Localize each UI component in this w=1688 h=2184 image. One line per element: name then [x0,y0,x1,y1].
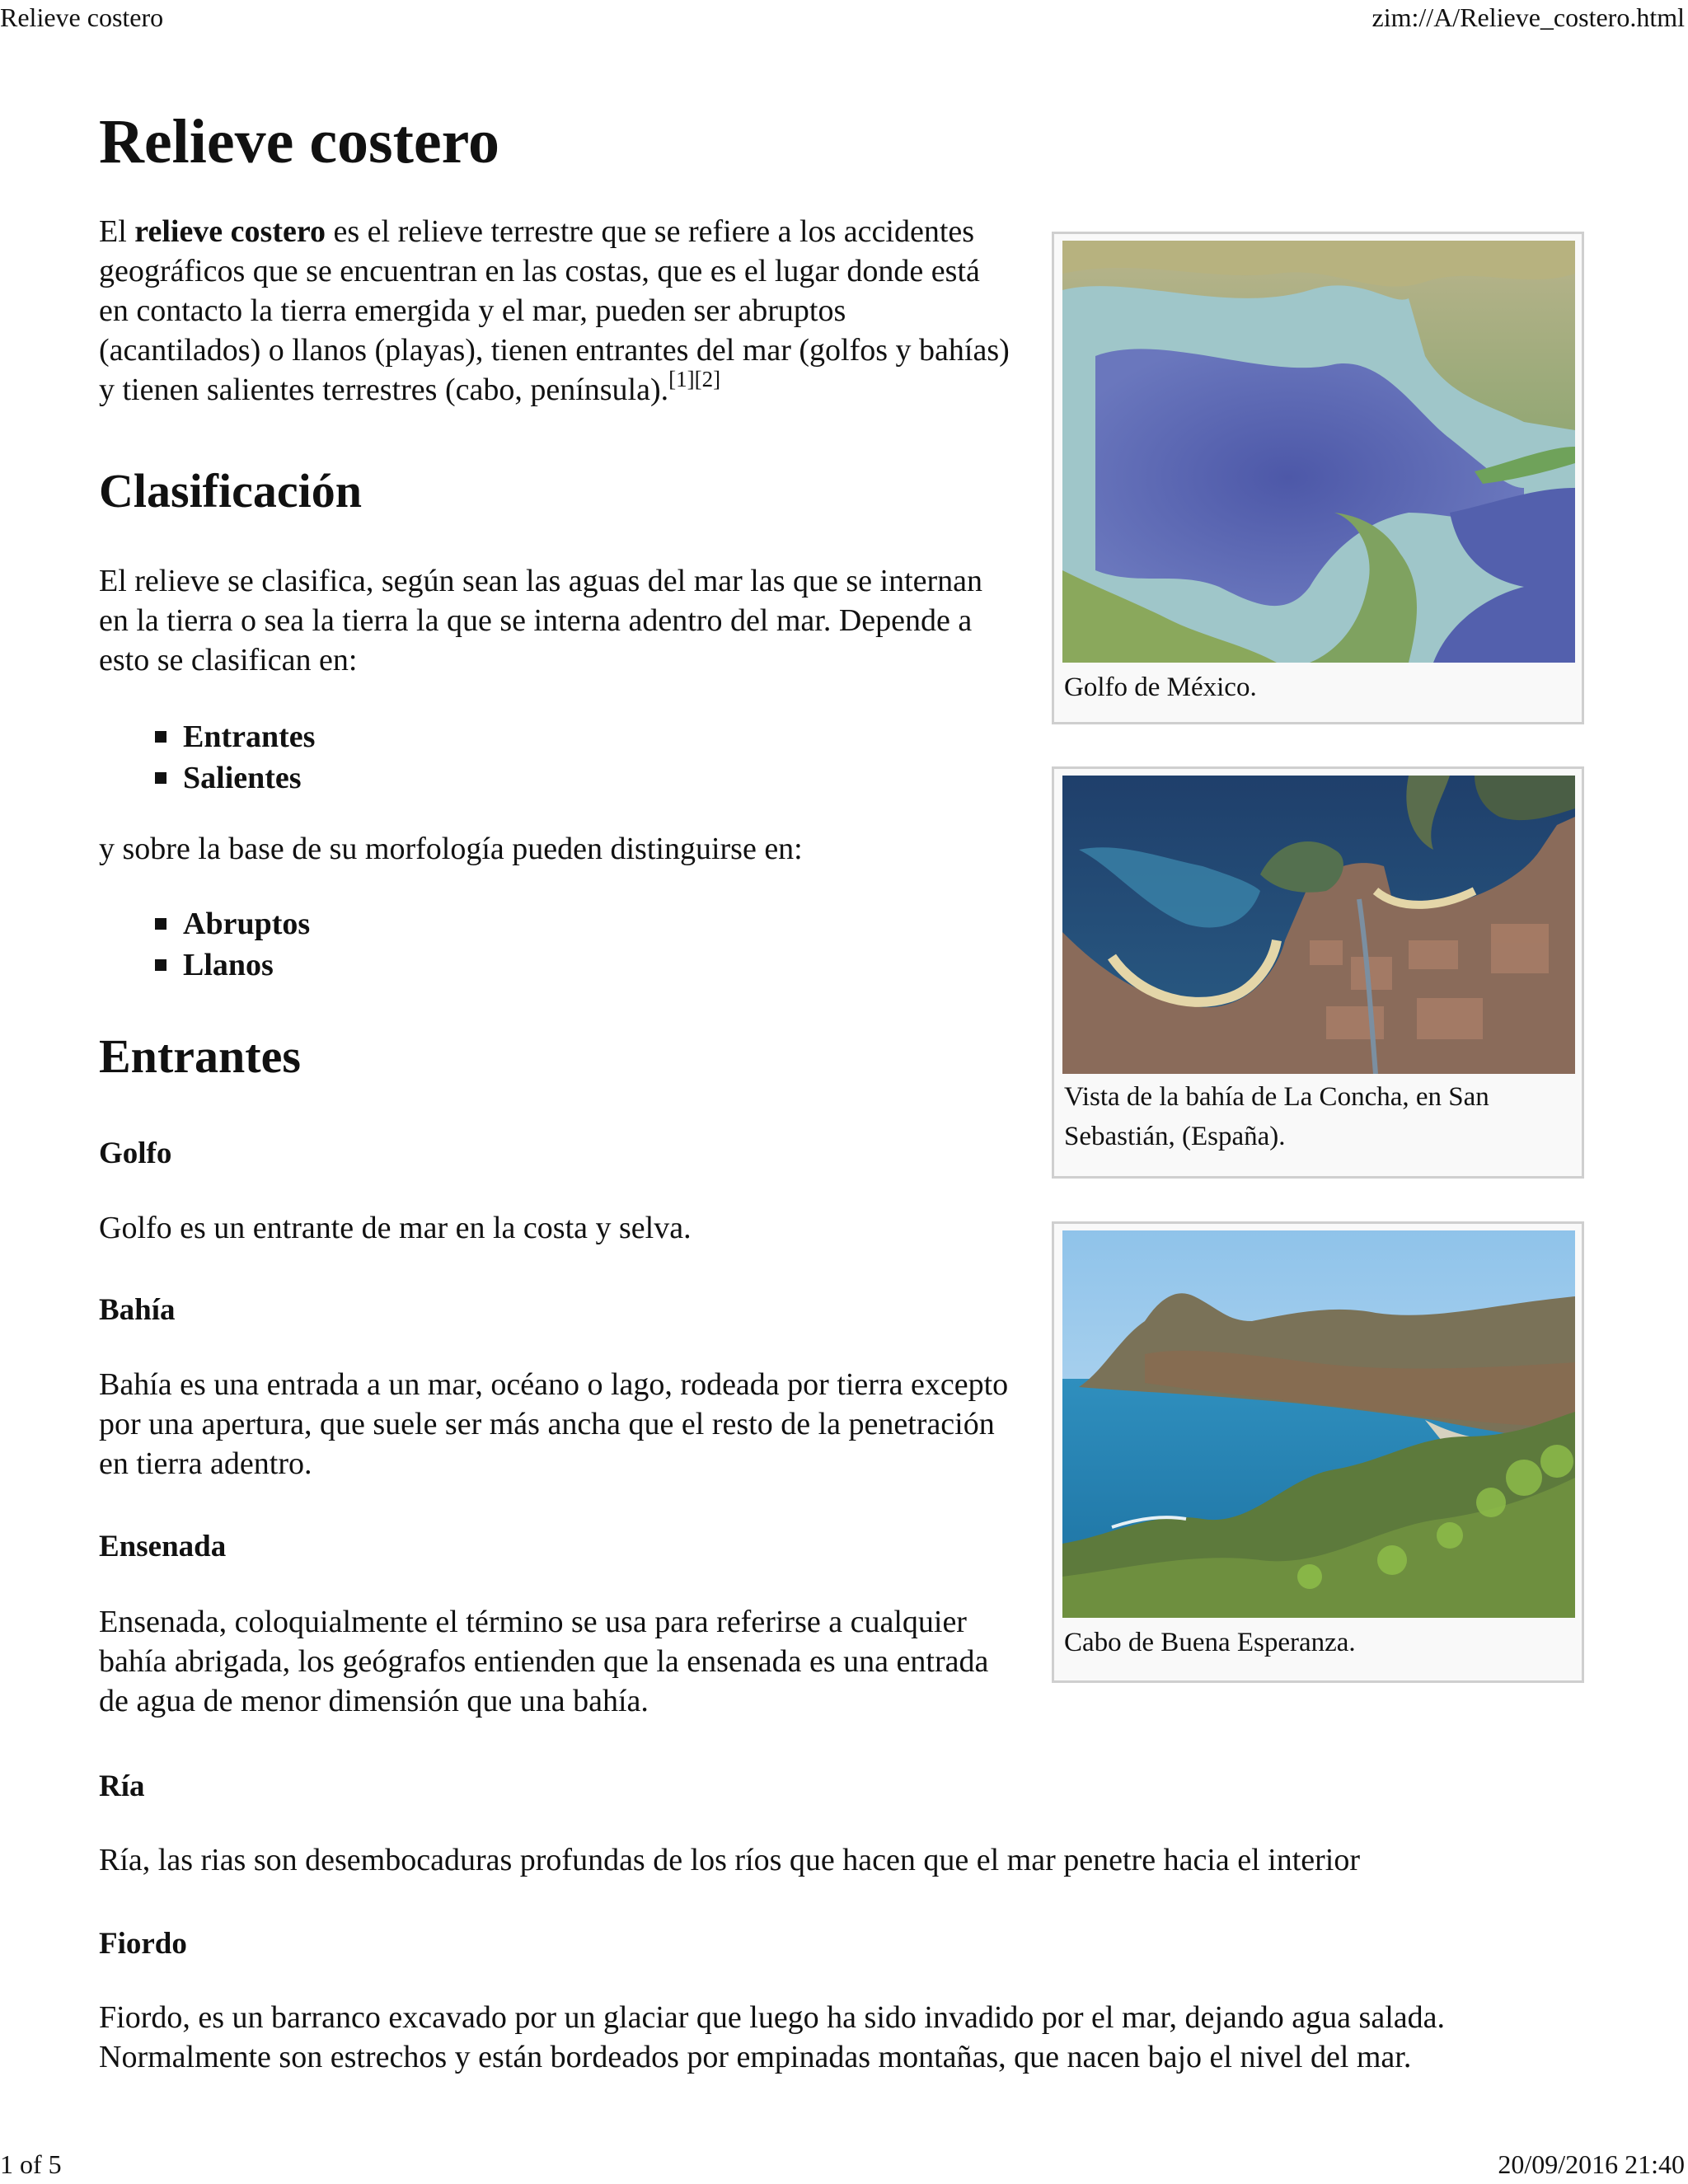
golfo-mexico-map-image[interactable] [1062,241,1575,663]
la-concha-aerial-image[interactable] [1062,776,1575,1074]
page-footer-timestamp: 20/09/2016 21:40 [1498,2149,1685,2179]
figure-caption: Vista de la bahía de La Concha, en San Sebastián, (España). [1064,1082,1489,1151]
heading-clasificacion: Clasificación [99,464,362,518]
heading-fiordo: Fiordo [99,1927,187,1961]
intro-bold-term: relieve costero [134,214,326,249]
heading-entrantes: Entrantes [99,1029,301,1083]
list-item: Salientes [155,757,315,799]
clasificacion-list-2 [155,903,310,986]
heading-ensenada: Ensenada [99,1530,227,1563]
bullet-icon [155,959,166,971]
golfo-paragraph: Golfo es un entrante de mar en la costa y selva. [99,1211,692,1245]
intro-paragraph [99,212,1014,410]
bullet-icon [155,731,166,743]
figure-cabo-buena-esperanza [1052,1221,1584,1683]
page-footer-page-number: 1 of 5 [0,2149,62,2179]
cabo-buena-esperanza-image[interactable] [1062,1230,1575,1618]
morfologia-paragraph: y sobre la base de su morfología pueden distinguirse en: [99,832,803,866]
heading-golfo: Golfo [99,1137,172,1170]
page-header-url: zim://A/Relieve_costero.html [1372,2,1685,32]
figure-golfo-de-mexico [1052,232,1584,724]
clasificacion-paragraph: El relieve se clasifica, según sean las aguas del mar las que se internan en la tierra o sea la tierra la que se interna adentro del mar. Depende a esto se clasifican en: [99,564,983,677]
bahia-paragraph: Bahía es una entrada a un mar, océano o lago, rodeada por tierra excepto por una apertura, que suele ser más ancha que el resto de la penetración en tierra adentro. [99,1367,1009,1481]
ria-paragraph: Ría, las rias son desembocaduras profundas de los ríos que hacen que el mar penetre hacia el interior [99,1843,1361,1877]
intro-references[interactable]: [1][2] [668,367,721,391]
figure-la-concha [1052,766,1584,1179]
fiordo-paragraph: Fiordo, es un barranco excavado por un glaciar que luego ha sido invadido por el mar, dejando agua salada. Normalmente son estrechos y están bordeados por empinadas montañas, que nacen bajo el nivel del mar. [99,2000,1445,2074]
page-header-title: Relieve costero [0,2,164,32]
bullet-icon [155,772,166,784]
ensenada-paragraph: Ensenada, coloquialmente el término se usa para referirse a cualquier bahía abrigada, los geógrafos entienden que la ensenada es una entrada de agua de menor dimensión que una bahía. [99,1605,989,1718]
bullet-icon [155,918,166,930]
page-title: Relieve costero [99,107,500,176]
intro-pre: El [99,214,135,249]
figure-caption: Golfo de México. [1064,673,1257,702]
heading-ria: Ría [99,1769,145,1803]
clasificacion-list-1 [155,716,315,799]
intro-text: es el relieve terrestre que se refiere a los accidentes geográficos que se encuentran en las costas, que es el lugar donde está en contacto la tierra emergida y el mar, pueden ser abruptos (acantilados) o llanos (playas), tienen entrantes del mar (golfos y bahías) y tienen salientes terrestres (cabo, península). [99,214,1010,407]
list-item: Entrantes [155,716,315,757]
list-item: Llanos [155,944,310,986]
list-item: Abruptos [155,903,310,944]
figure-caption: Cabo de Buena Esperanza. [1064,1628,1356,1657]
heading-bahia: Bahía [99,1293,176,1327]
